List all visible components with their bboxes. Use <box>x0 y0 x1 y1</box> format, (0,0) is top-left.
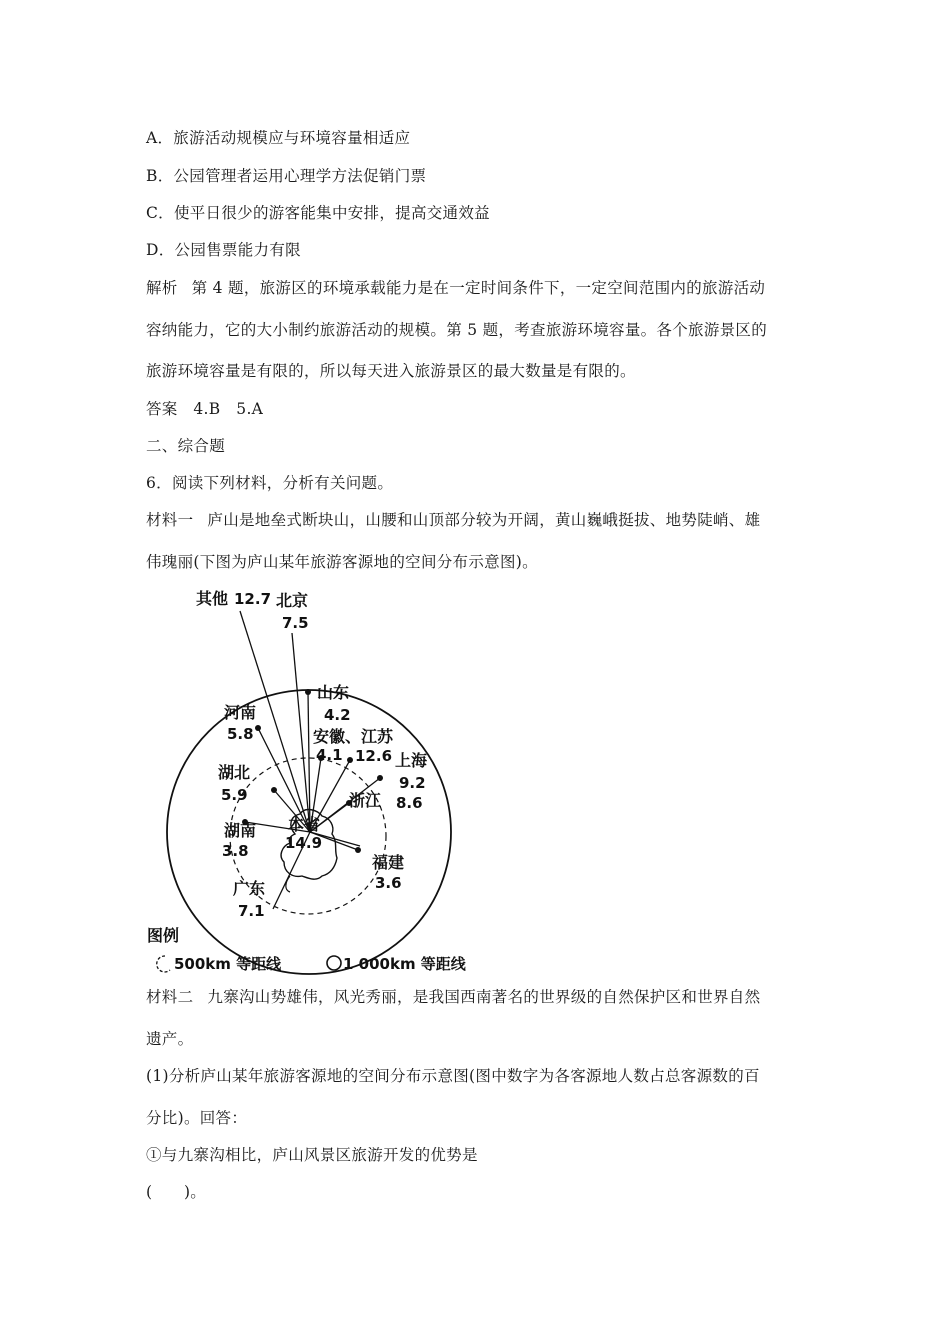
value-hunan: 3.8 <box>222 842 249 860</box>
analysis-line-3: 旅游环境容量是有限的，所以每天进入旅游景区的最大数量是有限的。 <box>146 362 636 380</box>
label-jiangsu: 江苏 <box>361 727 394 746</box>
legend-dashed-circle-icon <box>157 956 170 972</box>
label-fujian: 福建 <box>372 853 405 872</box>
section-heading: 二、综合题 <box>146 437 226 455</box>
material-1-label: 材料一 <box>146 511 194 529</box>
label-qita: 其他 <box>196 589 229 608</box>
analysis-line-1: 解析 第 4 题，旅游区的环境承载能力是在一定时间条件下，一定空间范围内的旅游活动 <box>146 279 766 297</box>
legend-solid-circle-icon <box>327 956 341 970</box>
label-anhui: 安徽、 <box>313 727 362 746</box>
value-anhui: 4.1 <box>316 746 343 764</box>
option-d: D．公园售票能力有限 <box>146 241 301 259</box>
label-zhejiang: 浙江 <box>349 791 382 810</box>
answer-line: 答案 4.B 5.A <box>146 400 264 418</box>
label-hubei: 湖北 <box>218 763 251 782</box>
label-shanghai: 上海 <box>395 751 428 770</box>
value-guangdong: 7.1 <box>238 902 265 920</box>
value-henan: 5.8 <box>227 725 254 743</box>
question-6: 6．阅读下列材料，分析有关问题。 <box>146 474 394 492</box>
question-1-sub-1: ①与九寨沟相比，庐山风景区旅游开发的优势是 <box>146 1146 478 1164</box>
analysis-label: 解析 <box>146 279 178 297</box>
value-bensheng: 14.9 <box>285 834 323 852</box>
label-guangdong: 广东 <box>233 879 266 898</box>
legend-1000km: 1 000km 等距线 <box>343 955 466 973</box>
legend-500km: 500km 等距线 <box>174 955 282 973</box>
value-shanghai: 9.2 <box>399 774 426 792</box>
value-jiangsu: 12.6 <box>355 747 393 765</box>
material-1-line-2: 伟瑰丽(下图为庐山某年旅游客源地的空间分布示意图)。 <box>146 553 538 571</box>
option-b: B．公园管理者运用心理学方法促销门票 <box>146 167 427 185</box>
option-a: A．旅游活动规模应与环境容量相适应 <box>146 129 411 147</box>
legend-title: 图例 <box>147 926 180 945</box>
analysis-line-2: 容纳能力，它的大小制约旅游活动的规模。第 5 题，考查旅游环境容量。各个旅游景区的 <box>146 321 768 339</box>
answer-blank: ( )。 <box>146 1183 207 1201</box>
label-beijing: 北京 <box>276 591 309 610</box>
question-1-line-1: (1)分析庐山某年旅游客源地的空间分布示意图(图中数字为各客源地人数占总客源数的百 <box>146 1067 760 1085</box>
value-hubei: 5.9 <box>221 786 248 804</box>
map-legend <box>147 926 467 973</box>
question-1-line-2: 分比)。回答： <box>146 1109 248 1127</box>
label-shandong: 山东 <box>317 683 350 702</box>
value-qita: 12.7 <box>234 590 272 608</box>
tourist-source-map <box>140 578 485 978</box>
value-zhejiang: 8.6 <box>396 794 423 812</box>
value-beijing: 7.5 <box>282 614 309 632</box>
material-2-label: 材料二 <box>146 988 194 1006</box>
label-bensheng: 本省 <box>288 815 321 834</box>
value-shandong: 4.2 <box>324 706 351 724</box>
label-hunan: 湖南 <box>224 821 257 840</box>
material-2-line-2: 遗产。 <box>146 1030 194 1048</box>
material-2-line-1: 材料二 九寨沟山势雄伟，风光秀丽，是我国西南著名的世界级的自然保护区和世界自然 <box>146 988 761 1006</box>
material-1-line-1: 材料一 庐山是地垒式断块山，山腰和山顶部分较为开阔，黄山巍峨挺拔、地势陡峭、雄 <box>146 511 761 529</box>
option-c: C．使平日很少的游客能集中安排，提高交通效益 <box>146 204 490 222</box>
value-fujian: 3.6 <box>375 874 402 892</box>
label-henan: 河南 <box>224 703 257 722</box>
